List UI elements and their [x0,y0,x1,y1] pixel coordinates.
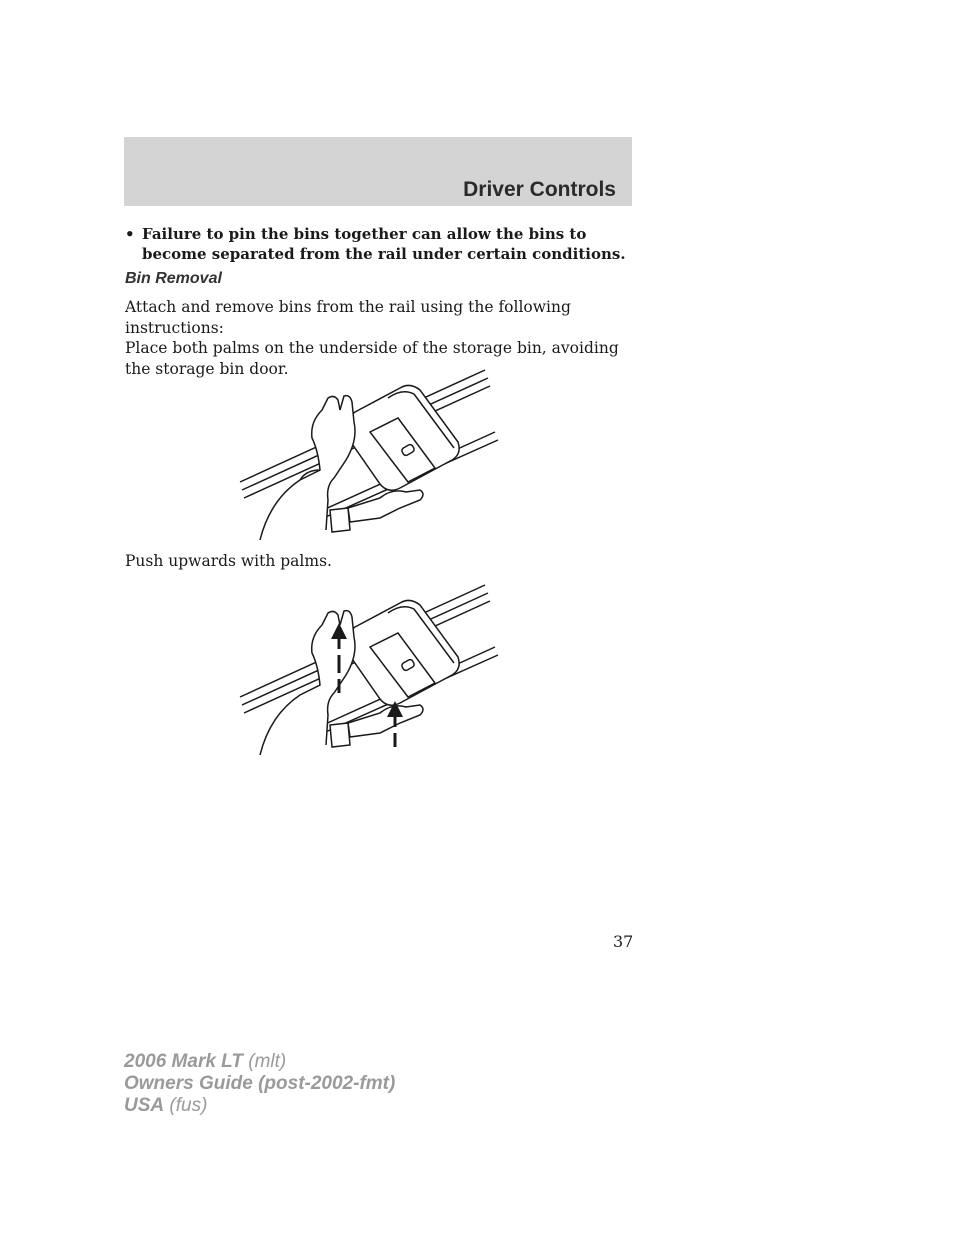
section-title: Driver Controls [463,178,616,201]
figure-palms-on-bin [230,360,510,540]
figure-push-upwards [230,575,510,755]
right-hand [330,705,423,747]
bullet-symbol: • [125,225,135,243]
paragraph-attach: Attach and remove bins from the rail using the following instructions: [125,298,571,337]
paragraph-push-upwards: Push upwards with palms. [125,552,332,570]
footer-line-1: 2006 Mark LT (mlt) [124,1051,287,1072]
warning-bullet [125,224,645,264]
right-hand [330,490,423,532]
header-band [124,137,632,206]
storage-bin [346,600,459,705]
bullet-text: Failure to pin the bins together can allow the bins to become separated from the rail under certain conditions. [142,225,626,263]
page-number: 37 [613,932,634,951]
footer [124,1051,395,1117]
footer-line-3: USA (fus) [124,1095,208,1116]
subheading-bin-removal: Bin Removal [125,270,222,287]
footer-line-2: Owners Guide (post-2002-fmt) [124,1073,396,1094]
paragraph-place-palms: Place both palms on the underside of the storage bin, avoiding the storage bin door. [125,339,619,378]
storage-bin [346,385,459,490]
